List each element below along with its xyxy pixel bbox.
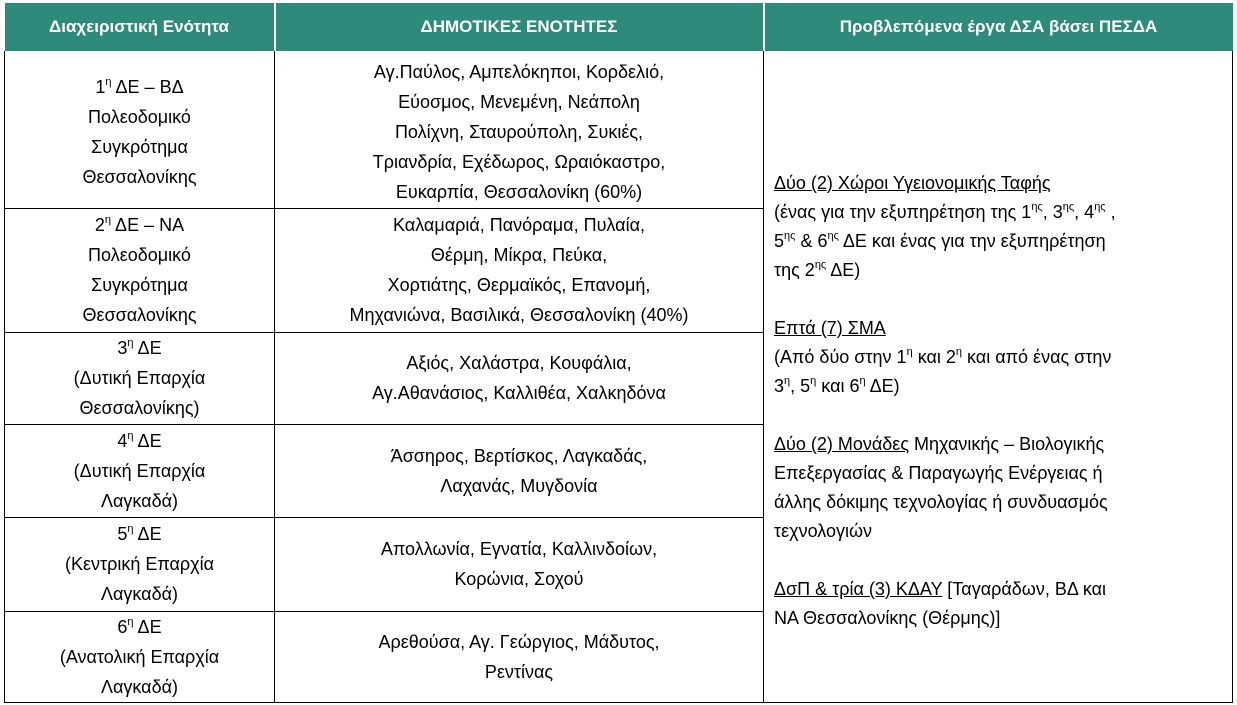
municipal-units-cell	[275, 57, 764, 208]
unit-line: Πολεοδομικό	[88, 245, 191, 266]
municipal-units-cell	[275, 611, 764, 702]
unit-line: (Δυτική Επαρχία	[73, 460, 206, 481]
unit-number: 6	[117, 616, 128, 637]
ordinal-suffix: η	[104, 214, 112, 227]
header-row	[5, 3, 1233, 51]
project-detail-line: άλλης δόκιμης τεχνολογίας ή συνδυασμός	[774, 492, 1108, 513]
unit-heading	[9, 519, 270, 549]
ordinal-suffix: η	[127, 615, 134, 628]
ordinal-suffix: η	[810, 375, 817, 388]
management-unit-cell	[5, 518, 275, 611]
unit-line: Συγκρότημα	[91, 275, 188, 296]
ordinal-suffix: η	[127, 337, 134, 350]
ordinal-suffix: η	[127, 429, 134, 442]
header-management-unit: Διαχειριστική Ενότητα	[5, 3, 275, 51]
unit-line: Συγκρότημα	[91, 137, 188, 158]
unit-number: 4	[117, 430, 128, 451]
unit-number: 3	[117, 338, 128, 359]
project-title: ΔσΠ & τρία (3) ΚΔΑΥ	[774, 579, 943, 600]
project-title: Επτά (7) ΣΜΑ	[774, 318, 886, 339]
unit-heading	[9, 72, 270, 102]
unit-code: ΔΕ	[133, 430, 162, 451]
municipal-units-cell	[275, 333, 764, 424]
unit-line: Λαγκαδά)	[100, 676, 179, 697]
unit-code: ΔΕ – ΝΑ	[111, 215, 185, 236]
text-span: [Ταγαράδων, ΒΔ και	[942, 579, 1107, 600]
ordinal-suffix: η	[784, 375, 791, 388]
management-unit-cell	[5, 333, 275, 424]
ordinal-suffix: η	[859, 375, 866, 388]
waste-management-table	[4, 3, 1233, 703]
paragraph-gap	[774, 285, 1222, 314]
ordinal-suffix: ης	[814, 259, 827, 272]
project-detail-line	[774, 575, 1222, 604]
unit-line: (Ανατολική Επαρχία	[59, 646, 220, 667]
unit-code: ΔΕ	[133, 338, 162, 359]
unit-heading	[9, 210, 270, 240]
unit-code: ΔΕ	[133, 616, 162, 637]
ordinal-suffix: η	[127, 523, 134, 536]
unit-line: Θεσσαλονίκης	[82, 305, 197, 326]
unit-number: 2	[94, 215, 105, 236]
project-title: Δύο (2) Μονάδες	[774, 434, 910, 455]
management-unit-cell	[5, 57, 275, 208]
text-span: (ένας για την εξυπηρέτηση της 1	[774, 202, 1032, 223]
unit-line: Λαγκαδά)	[100, 490, 179, 511]
municipal-line: Τριανδρία, Εχέδωρος, Ωραιόκαστρο,	[372, 152, 666, 173]
project-detail-line: τεχνολογιών	[774, 521, 873, 542]
municipal-line: Εύοσμος, Μενεμένη, Νεάπολη	[398, 92, 640, 113]
municipal-line: Πολίχνη, Σταυρούπολη, Συκιές,	[394, 122, 644, 143]
municipal-line: Αγ.Αθανάσιος, Καλλιθέα, Χαλκηδόνα	[372, 383, 666, 404]
municipal-line: Κορώνια, Σοχού	[454, 569, 584, 590]
municipal-line: Ρεντίνας	[484, 661, 554, 682]
municipal-units-cell	[275, 424, 764, 517]
text-span: 5	[774, 231, 785, 252]
paragraph-gap	[774, 401, 1222, 430]
project-transfer-stations	[774, 314, 1222, 401]
municipal-line: Μηχανιώνα, Βασιλικά, Θεσσαλονίκη (40%)	[349, 305, 689, 326]
municipal-line: Αρεθούσα, Αγ. Γεώργιος, Μάδυτος,	[378, 631, 660, 652]
text-span: Μηχανικής – Βιολογικής	[909, 434, 1105, 455]
project-detail-line	[774, 430, 1222, 459]
text-span: (Από δύο στην 1	[774, 347, 907, 368]
project-detail-line	[774, 343, 1222, 372]
project-detail-line: Επεξεργασίας & Παραγωγής Ενέργειας ή	[774, 463, 1103, 484]
unit-heading	[9, 426, 270, 456]
table-row	[5, 57, 1233, 208]
unit-line: (Κεντρική Επαρχία	[64, 554, 215, 575]
unit-code: ΔΕ – ΒΔ	[111, 77, 184, 98]
municipal-line: Αγ.Παύλος, Αμπελόκηποι, Κορδελιό,	[373, 62, 665, 83]
ordinal-suffix: ης	[1062, 201, 1075, 214]
project-title: Δύο (2) Χώροι Υγειονομικής Ταφής	[774, 173, 1051, 194]
text-span: 3	[774, 376, 785, 397]
municipal-line: Ευκαρπία, Θεσσαλονίκη (60%)	[395, 182, 643, 203]
project-detail-line	[774, 372, 1222, 401]
management-unit-cell	[5, 611, 275, 702]
municipal-line: Αξιός, Χαλάστρα, Κουφάλια,	[406, 353, 632, 374]
text-span: , 4	[1074, 202, 1095, 223]
ordinal-suffix: η	[906, 346, 913, 359]
ordinal-suffix: η	[105, 76, 112, 89]
text-span: της 2	[774, 260, 815, 281]
municipal-line: Χορτιάτης, Θερμαϊκός, Επανομή,	[387, 275, 651, 296]
unit-number: 1	[95, 77, 106, 98]
project-sanitary-landfills	[774, 169, 1222, 285]
text-span: ΔΕ)	[865, 376, 900, 397]
project-detail-line: ΝΑ Θεσσαλονίκης (Θέρμης)]	[774, 608, 1001, 629]
municipal-line: Λαχανάς, Μυγδονία	[440, 475, 598, 496]
municipal-line: Άσσηρος, Βερτίσκος, Λαγκαδάς,	[390, 445, 648, 466]
unit-number: 5	[117, 524, 128, 545]
unit-line: Λαγκαδά)	[100, 584, 179, 605]
municipal-line: Καλαμαριά, Πανόραμα, Πυλαία,	[393, 215, 645, 236]
unit-heading	[9, 612, 270, 642]
text-span: , 5	[790, 376, 811, 397]
project-recycling-centers	[774, 575, 1222, 633]
text-span: , 3	[1042, 202, 1063, 223]
ordinal-suffix: ης	[1031, 201, 1043, 214]
municipal-units-cell	[275, 208, 764, 333]
municipal-line: Θέρμη, Μίκρα, Πεύκα,	[430, 245, 608, 266]
ordinal-suffix: ης	[784, 230, 796, 243]
management-unit-cell	[5, 208, 275, 333]
unit-line: Θεσσαλονίκης	[82, 167, 197, 188]
unit-line: Πολεοδομικό	[88, 107, 191, 128]
project-treatment-units	[774, 430, 1222, 546]
ordinal-suffix: ης	[827, 230, 839, 243]
text-span: και 2	[912, 347, 956, 368]
text-span: ,	[1105, 202, 1116, 223]
municipal-line: Απολλωνία, Εγνατία, Καλλινδοίων,	[380, 539, 658, 560]
unit-heading	[9, 333, 270, 363]
unit-code: ΔΕ	[133, 524, 162, 545]
text-span: ΔΕ και ένας για την εξυπηρέτηση	[838, 231, 1106, 252]
project-detail-line	[774, 227, 1222, 256]
unit-line: (Δυτική Επαρχία	[73, 368, 206, 389]
ordinal-suffix: η	[955, 346, 963, 359]
ordinal-suffix: ης	[1094, 201, 1106, 214]
management-unit-cell	[5, 424, 275, 517]
header-municipal-units: ΔΗΜΟΤΙΚΕΣ ΕΝΟΤΗΤΕΣ	[275, 3, 764, 51]
project-detail-line	[774, 256, 1222, 285]
planned-projects-cell	[764, 57, 1233, 702]
unit-line: Θεσσαλονίκης)	[79, 398, 200, 419]
header-planned-projects: Προβλεπόμενα έργα ΔΣΑ βάσει ΠΕΣΔΑ	[764, 3, 1233, 51]
text-span: ΔΕ)	[826, 260, 861, 281]
text-span: και 6	[816, 376, 860, 397]
text-span: & 6	[795, 231, 828, 252]
project-detail-line	[774, 198, 1222, 227]
paragraph-gap	[774, 546, 1222, 575]
municipal-units-cell	[275, 518, 764, 611]
text-span: και από ένας στην	[962, 347, 1112, 368]
